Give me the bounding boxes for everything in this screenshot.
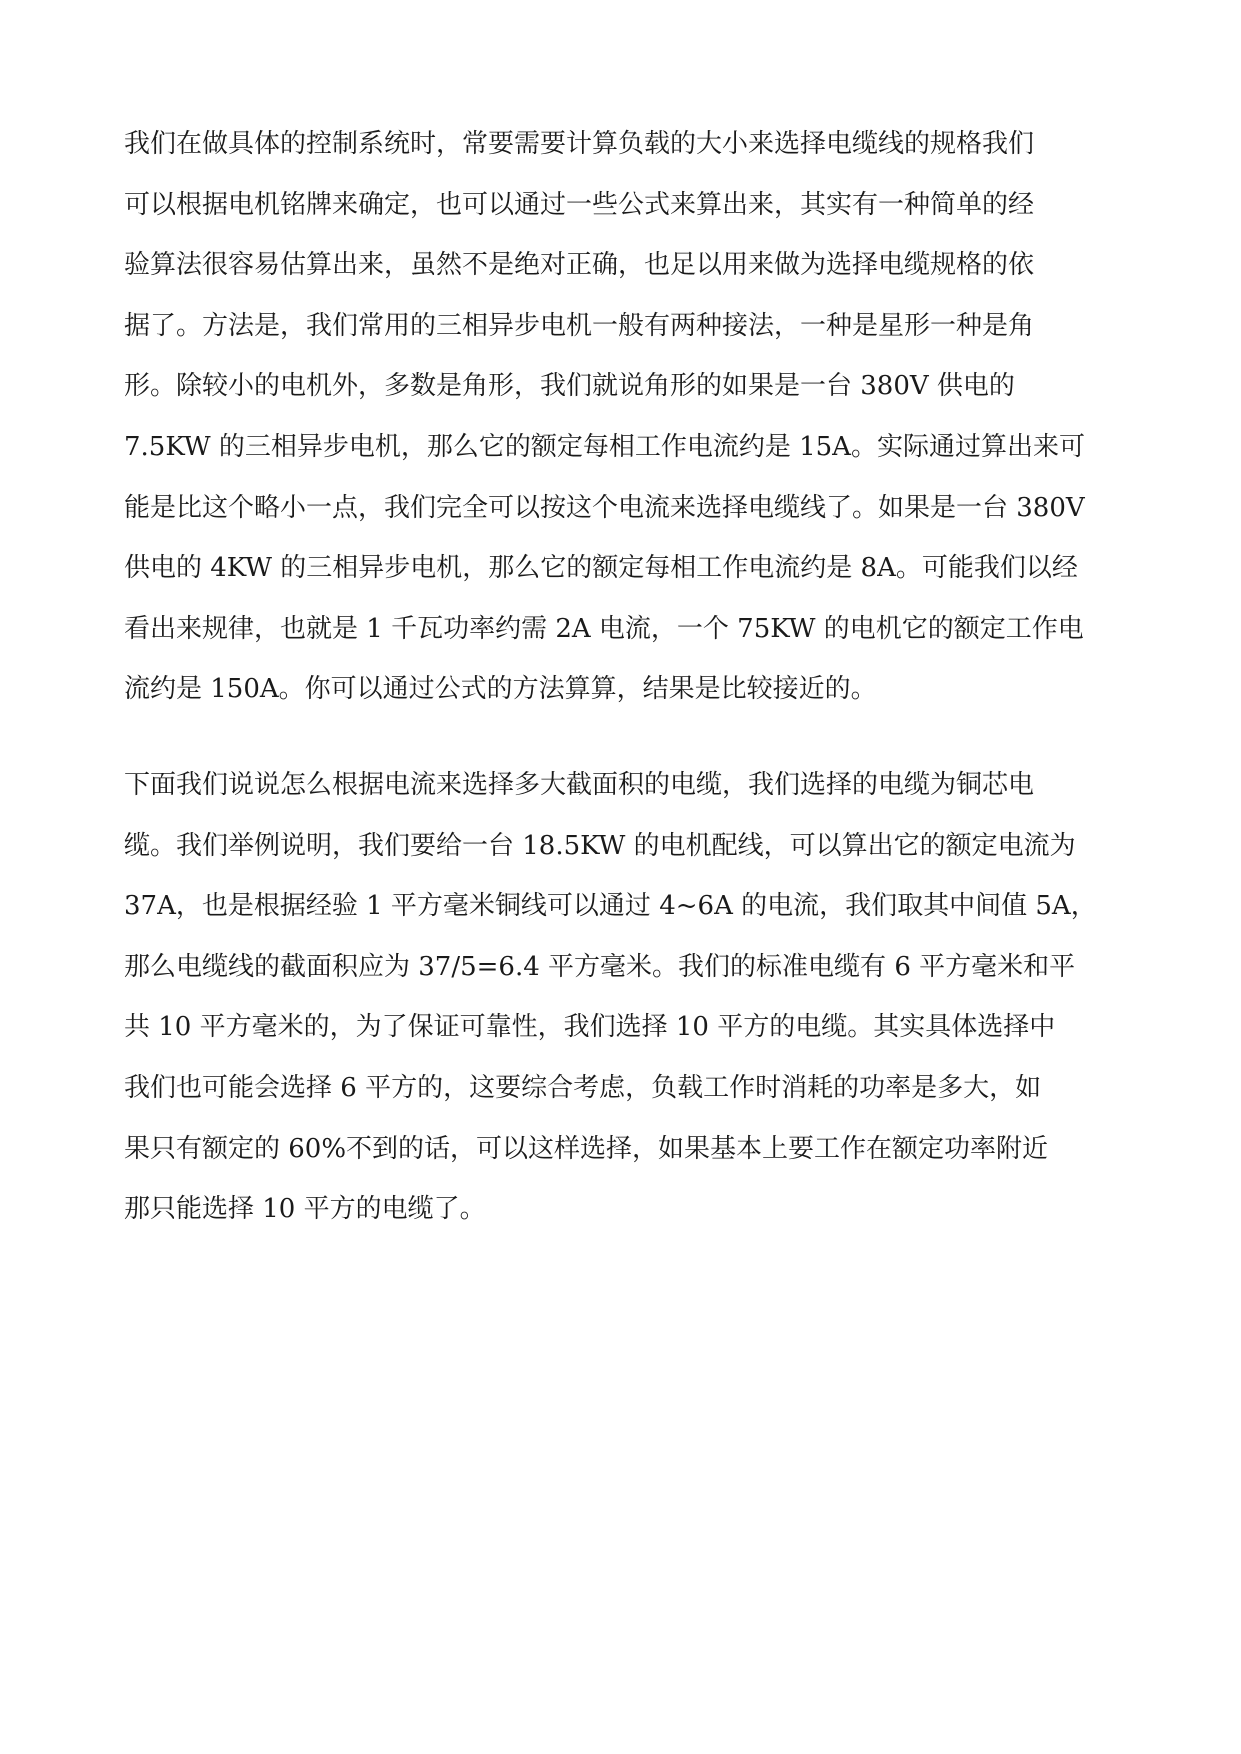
text-line: 我们在做具体的控制系统时，常要需要计算负载的大小来选择电缆线的规格我们	[124, 129, 1035, 159]
text-line: 验算法很容易估算出来，虽然不是绝对正确，也足以用来做为选择电缆规格的依	[124, 250, 1035, 281]
text-line: 我们也可能会选择 6 平方的，这要综合考虑，负载工作时消耗的功率是多大，如	[124, 1072, 1042, 1103]
text-line: 流约是 150A。你可以通过公式的方法算算，结果是比较接近的。	[124, 674, 877, 705]
text-line: 共 10 平方毫米的，为了保证可靠性，我们选择 10 平方的电缆。其实具体选择中	[124, 1012, 1056, 1043]
text-line: 能是比这个略小一点，我们完全可以按这个电流来选择电缆线了。如果是一台 380V	[124, 492, 1085, 523]
text-line: 那么电缆线的截面积应为 37/5=6.4 平方毫米。我们的标准电缆有 6 平方毫米和平	[124, 951, 1076, 982]
text-line: 供电的 4KW 的三相异步电机，那么它的额定每相工作电流约是 8A。可能我们以经	[124, 553, 1078, 584]
text-line: 看出来规律，也就是 1 千瓦功率约需 2A 电流，一个 75KW 的电机它的额定工作电	[124, 613, 1084, 644]
text-line: 37A，也是根据经验 1 平方毫米铜线可以通过 4~6A 的电流，我们取其中间值 5A，	[124, 891, 1097, 922]
text-line: 据了。方法是，我们常用的三相异步电机一般有两种接法，一种是星形一种是角	[124, 310, 1035, 341]
paragraph-motor-current	[124, 114, 1124, 720]
text-line: 可以根据电机铭牌来确定，也可以通过一些公式来算出来，其实有一种简单的经	[124, 189, 1035, 220]
text-line: 形。除较小的电机外，多数是角形，我们就说角形的如果是一台 380V 供电的	[124, 371, 1015, 402]
text-line: 7.5KW 的三相异步电机，那么它的额定每相工作电流约是 15A。实际通过算出来可	[124, 431, 1085, 462]
text-line: 下面我们说说怎么根据电流来选择多大截面积的电缆，我们选择的电缆为铜芯电	[124, 770, 1035, 800]
paragraph-cable-selection	[124, 755, 1124, 1240]
text-line: 缆。我们举例说明，我们要给一台 18.5KW 的电机配线，可以算出它的额定电流为	[124, 830, 1076, 861]
text-line: 果只有额定的 60%不到的话，可以这样选择，如果基本上要工作在额定功率附近	[124, 1133, 1049, 1164]
text-line: 那只能选择 10 平方的电缆了。	[124, 1194, 486, 1225]
